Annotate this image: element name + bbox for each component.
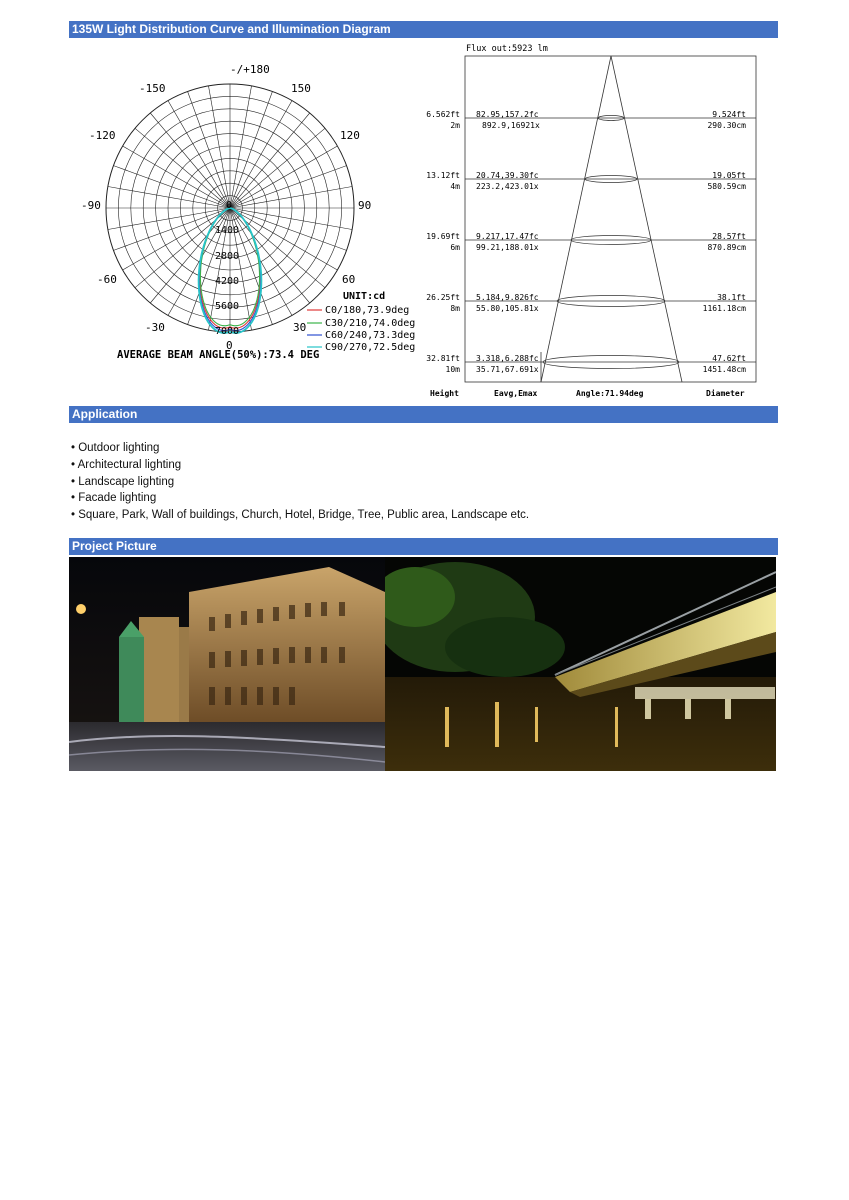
footer-height-label: Height [430, 389, 459, 398]
illum-row-10m [426, 354, 756, 374]
height-ft-10m: 32.81ft [426, 354, 460, 363]
application-item: • Architectural lighting [71, 458, 182, 471]
application-item: • Outdoor lighting [71, 442, 160, 454]
project-section-header: Project Picture [69, 538, 778, 555]
lx-8m: 55.80,105.81x [476, 304, 539, 313]
cone-edge-left [541, 56, 611, 382]
dia-cm-8m: 1161.18cm [702, 304, 746, 313]
footer-diameter-label: Diameter [706, 389, 745, 398]
polar-distribution-diagram [69, 40, 429, 400]
fc-4m: 20.74,39.30fc [476, 171, 539, 180]
polar-radial-0: 0 [226, 200, 233, 211]
polar-unit-label: UNIT:cd [343, 291, 386, 302]
dia-cm-2m: 290.30cm [707, 121, 746, 130]
cone-edge-right [611, 56, 682, 382]
polar-radial-7000: 7000 [215, 326, 240, 337]
application-section-header: Application [69, 406, 778, 423]
dia-cm-6m: 870.89cm [707, 243, 746, 252]
fc-6m: 9.217,17.47fc [476, 232, 539, 241]
dia-ft-10m: 47.62ft [712, 354, 746, 363]
illum-row-2m [426, 110, 756, 130]
height-m-4m: 4m [450, 182, 460, 191]
dia-ft-4m: 19.05ft [712, 171, 746, 180]
legend-c0: C0/180,73.9deg [325, 305, 410, 316]
legend-c30: C30/210,74.0deg [325, 318, 416, 329]
polar-radial-1400: 1400 [215, 225, 240, 236]
polar-label-neg90: -90 [81, 199, 101, 212]
polar-radial-2800: 2800 [215, 251, 240, 262]
dia-ft-2m: 9.524ft [712, 110, 746, 119]
fc-8m: 5.184,9.826fc [476, 293, 539, 302]
polar-radial-4200: 4200 [215, 276, 240, 287]
polar-label-90: 90 [358, 199, 372, 212]
lx-4m: 223.2,423.01x [476, 182, 539, 191]
height-ft-4m: 13.12ft [426, 171, 460, 180]
height-m-10m: 10m [445, 365, 460, 374]
distribution-section-header: 135W Light Distribution Curve and Illumination Diagram [69, 21, 778, 38]
height-ft-2m: 6.562ft [426, 110, 460, 119]
application-item: • Landscape lighting [71, 475, 175, 488]
polar-radial-5600: 5600 [215, 301, 240, 312]
polar-label-120: 120 [340, 129, 360, 142]
flux-label: Flux out:5923 lm [466, 44, 548, 54]
polar-label-0: 0 [226, 339, 233, 352]
legend-c60: C60/240,73.3deg [325, 330, 416, 341]
dia-ft-8m: 38.1ft [717, 293, 746, 302]
project-photo-buildings [69, 557, 385, 771]
dia-ft-6m: 28.57ft [712, 232, 746, 241]
footer-angle-label: Angle:71.94deg [576, 389, 644, 398]
legend-c90: C90/270,72.5deg [325, 342, 416, 353]
beam-angle-label: AVERAGE BEAM ANGLE(50%):73.4 DEG [117, 349, 320, 361]
height-ft-8m: 26.25ft [426, 293, 460, 302]
illum-row-4m [426, 171, 756, 191]
polar-label-180: -/+180 [230, 63, 270, 76]
application-item: • Facade lighting [71, 492, 157, 505]
illumination-diagram [420, 40, 780, 400]
polar-label-30: 30 [293, 321, 307, 334]
fc-2m: 82.95,157.2fc [476, 110, 539, 119]
polar-label-neg120: -120 [89, 129, 116, 142]
dia-cm-4m: 580.59cm [707, 182, 746, 191]
lx-2m: 892.9,16921x [482, 121, 540, 130]
height-m-8m: 8m [450, 304, 460, 313]
footer-eavg-label: Eavg,Emax [494, 389, 538, 398]
lx-6m: 99.21,188.01x [476, 243, 539, 252]
illum-row-6m [426, 232, 756, 252]
polar-label-60: 60 [342, 273, 356, 286]
illum-row-8m [426, 293, 756, 313]
polar-label-neg60: -60 [97, 273, 117, 286]
polar-label-neg30: -30 [145, 321, 165, 334]
dia-cm-10m: 1451.48cm [702, 365, 746, 374]
lx-10m: 35.71,67.691x [476, 365, 539, 374]
height-m-6m: 6m [450, 243, 460, 252]
polar-legend [307, 305, 415, 353]
polar-label-neg150: -150 [139, 82, 166, 95]
height-ft-6m: 19.69ft [426, 232, 460, 241]
application-list [71, 440, 529, 524]
application-item: • Square, Park, Wall of buildings, Church, Hotel, Bridge, Tree, Public area, Landscape etc. [71, 509, 530, 522]
polar-label-150: 150 [291, 82, 311, 95]
height-m-2m: 2m [450, 121, 460, 130]
fc-10m: 3.318,6.288fc [476, 354, 539, 363]
project-photo-bridge [385, 557, 776, 771]
illumination-frame [465, 56, 756, 382]
